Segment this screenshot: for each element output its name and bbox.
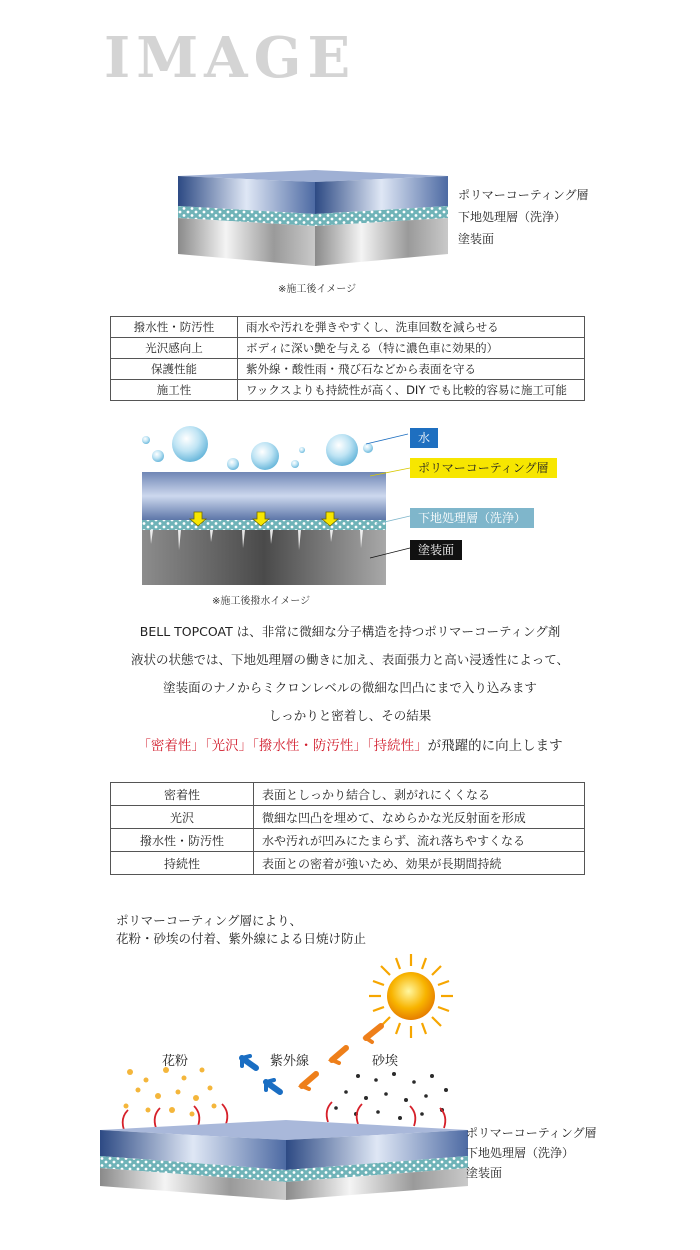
label-pollen: 花粉 [162,1054,189,1069]
table-cell-key: 光沢感向上 [111,338,238,359]
table-row [111,338,585,359]
table-cell-value: 微細な凹凸を埋めて、なめらかな光反射面を形成 [254,806,585,829]
protection-diagram [96,950,476,1200]
layer-label-paint: 塗装面 [458,232,495,246]
table-cell-value: ボディに深い艶を与える（特に濃色車に効果的） [238,338,585,359]
table-row [111,852,585,875]
water-repellent-diagram [130,420,420,590]
table-cell-value: 表面との密着が強いため、効果が長期間持続 [254,852,585,875]
table-row [111,806,585,829]
table-cell-key: 持続性 [111,852,254,875]
table-cell-value: 雨水や汚れを弾きやすくし、洗車回数を減らせる [238,317,585,338]
table-cell-value: 水や汚れが凹みにたまらず、流れ落ちやすくなる [254,829,585,852]
protection-intro [116,912,366,948]
table-cell-value: ワックスよりも持続性が高く、DIY でも比較的容易に施工可能 [238,380,585,401]
description-line: しっかりと密着し、その結果 [268,708,432,723]
highlight-suffix: が飛躍的に向上します [427,738,563,754]
label-paint-surface: 塗装面 [410,540,462,560]
page-heading: IMAGE [104,25,357,91]
adhesion-table [110,782,585,875]
layer-block-diagram [170,168,460,278]
pollen-particles [124,1067,217,1117]
table-cell-value: 表面としっかり結合し、剥がれにくくなる [254,783,585,806]
table-row [111,829,585,852]
description-highlight-line [0,734,700,754]
layer-label-paint: 塗装面 [466,1166,503,1180]
layer-label-base: 下地処理層（洗浄） [466,1146,575,1160]
water-drop [172,426,208,462]
label-dust: 砂埃 [372,1054,399,1069]
table-cell-key: 光沢 [111,806,254,829]
caption-water-repellent: ※施工後撥水イメージ [212,596,311,607]
description-line: BELL TOPCOAT は、非常に微細な分子構造を持つポリマーコーティング剤 [139,624,561,639]
layer-label-polymer: ポリマーコーティング層 [466,1126,597,1140]
description-line: 液状の状態では、下地処理層の働きに加え、表面張力と高い浸透性によって、 [130,652,569,667]
protection-intro-line: ポリマーコーティング層により、 [116,913,303,928]
label-base-layer: 下地処理層（洗浄） [410,508,534,528]
table-row [111,380,585,401]
table-cell-value: 紫外線・酸性雨・飛び石などから表面を守る [238,359,585,380]
caption-after-image: ※施工後イメージ [278,284,357,295]
protection-intro-line: 花粉・砂埃の付着、紫外線による日焼け防止 [116,931,367,946]
table-cell-key: 撥水性・防汚性 [111,829,254,852]
description-line: 塗装面のナノからミクロンレベルの微細な凹凸にまで入り込みます [163,680,537,695]
layer-label-base: 下地処理層（洗浄） [458,210,567,224]
feature-table [110,316,585,401]
table-cell-key: 保護性能 [111,359,238,380]
table-cell-key: 密着性 [111,783,254,806]
highlight-properties: 「密着性」「光沢」「撥水性・防汚性」「持続性」 [137,738,428,754]
label-polymer-layer: ポリマーコーティング層 [410,458,557,478]
table-cell-key: 撥水性・防汚性 [111,317,238,338]
label-water: 水 [410,428,438,448]
label-uv: 紫外線 [270,1054,310,1069]
table-cell-key: 施工性 [111,380,238,401]
layer-label-polymer: ポリマーコーティング層 [458,188,589,202]
dust-particles [334,1072,448,1120]
table-row [111,317,585,338]
uv-arrows [302,1026,381,1089]
table-row [111,783,585,806]
table-row [111,359,585,380]
